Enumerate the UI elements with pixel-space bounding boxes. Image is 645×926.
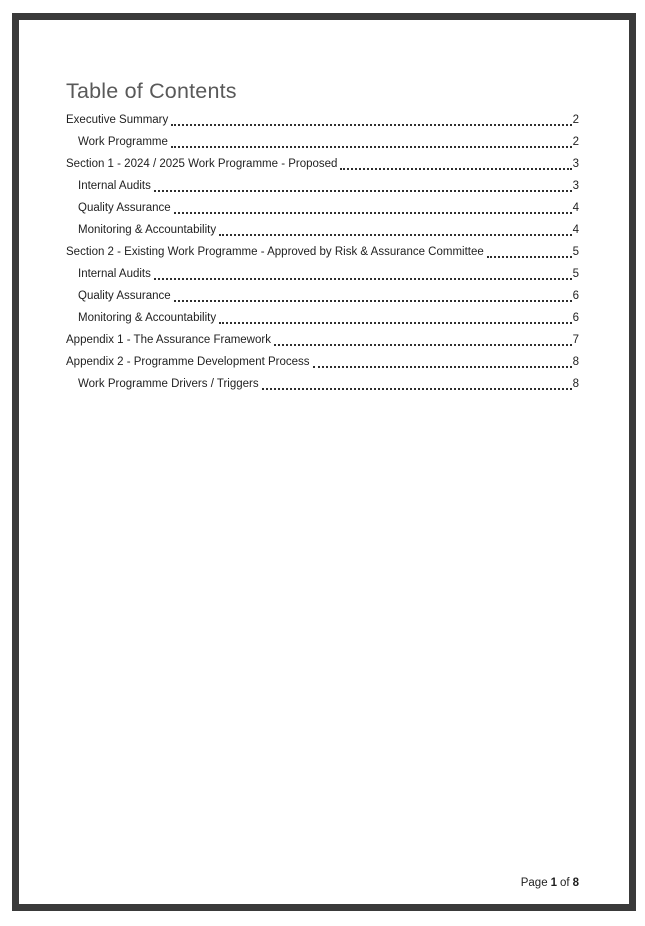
toc-list — [66, 109, 579, 395]
toc-entry[interactable] — [66, 153, 579, 175]
footer-current-page: 1 — [550, 877, 557, 889]
toc-entry[interactable] — [66, 197, 579, 219]
toc-entry[interactable] — [66, 329, 579, 351]
footer-total-pages: 8 — [572, 877, 579, 889]
toc-page-number[interactable]: 8 — [572, 356, 579, 368]
toc-entry-label[interactable]: Section 2 - Existing Work Programme - Approved by Risk & Assurance Committee — [66, 246, 484, 258]
toc-entry-label[interactable]: Internal Audits — [78, 180, 151, 192]
toc-entry-label[interactable]: Appendix 2 - Programme Development Process — [66, 356, 310, 368]
toc-heading: Table of Contents — [66, 79, 237, 103]
toc-leader-dots — [154, 175, 572, 197]
toc-page-number[interactable]: 2 — [572, 114, 579, 126]
footer-page-word: Page — [520, 877, 548, 889]
toc-leader-dots — [340, 153, 571, 175]
footer-of-word: of — [560, 877, 570, 889]
toc-page-number[interactable]: 5 — [572, 268, 579, 280]
page-footer — [521, 877, 579, 889]
toc-leader-dots — [219, 219, 572, 241]
toc-entry-label[interactable]: Work Programme — [78, 136, 168, 148]
toc-page-number[interactable]: 8 — [572, 378, 579, 390]
toc-entry[interactable] — [66, 373, 579, 395]
toc-page-number[interactable]: 3 — [572, 180, 579, 192]
toc-page-number[interactable]: 3 — [572, 158, 579, 170]
toc-entry[interactable] — [66, 285, 579, 307]
toc-leader-dots — [171, 131, 572, 153]
toc-leader-dots — [171, 109, 571, 131]
toc-page-number[interactable]: 6 — [572, 312, 579, 324]
toc-entry[interactable] — [66, 219, 579, 241]
toc-page-number[interactable]: 2 — [572, 136, 579, 148]
toc-page-number[interactable]: 4 — [572, 224, 579, 236]
toc-entry-label[interactable]: Work Programme Drivers / Triggers — [78, 378, 259, 390]
toc-entry[interactable] — [66, 307, 579, 329]
toc-leader-dots — [219, 307, 572, 329]
toc-entry-label[interactable]: Executive Summary — [66, 114, 169, 126]
toc-entry[interactable] — [66, 131, 579, 153]
document-page-frame — [12, 13, 636, 911]
toc-leader-dots — [262, 373, 572, 395]
toc-page-number[interactable]: 6 — [572, 290, 579, 302]
document-page — [19, 20, 629, 904]
toc-entry[interactable] — [66, 263, 579, 285]
toc-entry[interactable] — [66, 109, 579, 131]
toc-page-number[interactable]: 4 — [572, 202, 579, 214]
toc-leader-dots — [274, 329, 572, 351]
toc-entry[interactable] — [66, 351, 579, 373]
toc-page-number[interactable]: 7 — [572, 334, 579, 346]
toc-entry[interactable] — [66, 241, 579, 263]
toc-entry-label[interactable]: Section 1 - 2024 / 2025 Work Programme - Proposed — [66, 158, 338, 170]
toc-entry[interactable] — [66, 175, 579, 197]
toc-entry-label[interactable]: Internal Audits — [78, 268, 151, 280]
toc-page-number[interactable]: 5 — [572, 246, 579, 258]
toc-leader-dots — [313, 351, 572, 373]
toc-entry-label[interactable]: Monitoring & Accountability — [78, 224, 217, 236]
toc-leader-dots — [487, 241, 572, 263]
toc-entry-label[interactable]: Quality Assurance — [78, 202, 171, 214]
toc-entry-label[interactable]: Monitoring & Accountability — [78, 312, 217, 324]
toc-leader-dots — [174, 285, 572, 307]
toc-entry-label[interactable]: Appendix 1 - The Assurance Framework — [66, 334, 271, 346]
toc-leader-dots — [174, 197, 572, 219]
toc-entry-label[interactable]: Quality Assurance — [78, 290, 171, 302]
toc-leader-dots — [154, 263, 572, 285]
